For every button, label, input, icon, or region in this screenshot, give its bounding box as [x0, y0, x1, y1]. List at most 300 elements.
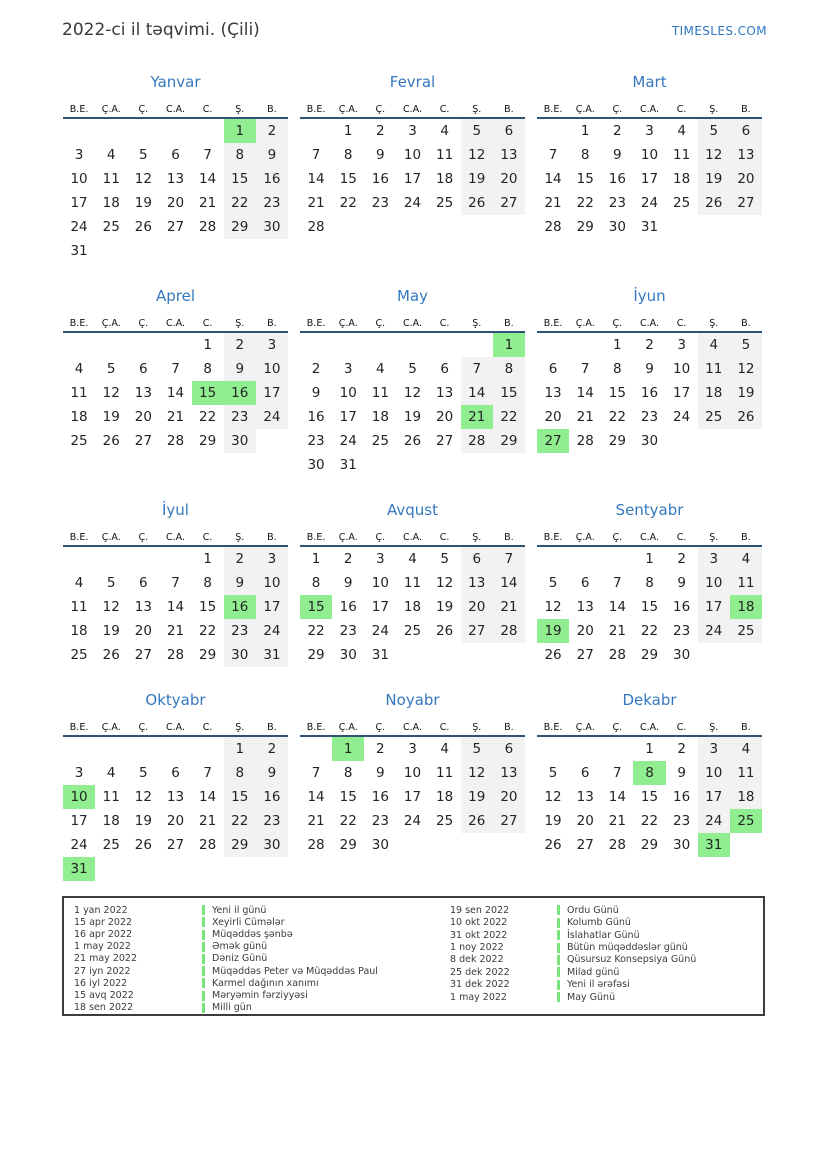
day-cell: 18: [403, 599, 422, 615]
day-cell: 5: [139, 147, 148, 163]
day-cell: 5: [548, 765, 558, 781]
holiday-row: [74, 977, 450, 989]
day-cell: 13: [730, 143, 762, 167]
holiday-marker: [202, 991, 205, 1001]
day-cell: 28: [608, 647, 626, 663]
weekday-label: B.E.: [69, 532, 89, 543]
day-cell: 22: [199, 623, 217, 639]
day-cell: 14: [493, 571, 525, 595]
holiday-marker: [557, 943, 560, 953]
weekday-label: Ç.A.: [338, 722, 358, 733]
holiday-legend-column-right: [450, 904, 763, 1014]
weekday-label: Ş.: [472, 722, 482, 733]
day-cell: 14: [608, 599, 626, 615]
empty-cell: [300, 333, 332, 357]
day-cell: 25: [371, 433, 389, 449]
day-cell: 11: [371, 385, 389, 401]
day-cell: 16: [371, 171, 389, 187]
day-cell: 25: [698, 405, 730, 429]
holiday-marker: [202, 978, 205, 988]
day-cell: 27: [493, 191, 525, 215]
empty-cell: [666, 215, 698, 239]
empty-cell: [396, 215, 428, 239]
day-cell: 12: [544, 789, 562, 805]
day-cell: 17: [403, 171, 422, 187]
day-cell: 9: [645, 361, 654, 377]
day-cell: 1: [343, 123, 353, 139]
empty-cell: [364, 215, 396, 239]
day-cell: 17: [256, 381, 288, 405]
month-days-grid: [300, 737, 525, 857]
empty-cell: [601, 737, 633, 761]
day-cell: 7: [171, 361, 180, 377]
day-cell: 31: [339, 457, 357, 473]
day-cell: 17: [673, 385, 691, 401]
day-cell: 11: [436, 765, 454, 781]
weekday-label: Ş.: [472, 104, 482, 115]
day-cell: 26: [134, 219, 152, 235]
holiday-name: Kolumb Günü: [567, 917, 631, 929]
months-grid: [63, 72, 762, 881]
day-cell: 17: [339, 409, 357, 425]
weekday-label: B.E.: [306, 318, 326, 329]
day-cell: 12: [461, 143, 493, 167]
day-cell: 20: [493, 167, 525, 191]
day-cell: 17: [371, 599, 389, 615]
month-title: May: [396, 287, 428, 305]
empty-cell: [256, 429, 288, 453]
weekday-label: B.: [741, 318, 751, 329]
weekday-label: B.: [741, 722, 751, 733]
day-cell: 3: [256, 333, 288, 357]
day-cell: 3: [74, 147, 84, 163]
empty-cell: [224, 239, 256, 263]
weekday-label: B.: [267, 318, 277, 329]
month-oktyabr: [63, 690, 288, 881]
weekday-label: B.E.: [69, 104, 89, 115]
weekday-label: Ç.: [138, 532, 149, 543]
day-cell: 7: [311, 765, 321, 781]
month-sentyabr: [537, 500, 762, 667]
day-cell: 20: [436, 409, 454, 425]
day-cell: 22: [307, 623, 325, 639]
day-cell: 28: [166, 433, 185, 449]
weekday-label: Ş.: [235, 104, 245, 115]
day-cell: 18: [730, 785, 762, 809]
day-cell: 29: [640, 647, 659, 663]
day-cell: 30: [371, 837, 389, 853]
day-cell: 12: [544, 599, 562, 615]
empty-cell: [192, 737, 224, 761]
day-cell: 4: [74, 361, 84, 377]
empty-cell: [127, 547, 159, 571]
day-cell: 13: [576, 789, 594, 805]
empty-cell: [159, 333, 191, 357]
day-cell: 21: [461, 405, 493, 429]
weekday-header-row: [537, 713, 762, 737]
empty-cell: [159, 857, 191, 881]
holiday-name: May Günü: [567, 991, 616, 1003]
day-cell: 27: [576, 837, 594, 853]
empty-cell: [429, 333, 461, 357]
empty-cell: [63, 119, 95, 143]
day-cell: 22: [640, 813, 659, 829]
empty-cell: [63, 333, 95, 357]
day-cell: 1: [332, 737, 364, 761]
day-cell: 12: [134, 171, 152, 187]
day-cell: 23: [673, 623, 691, 639]
day-cell: 19: [461, 785, 493, 809]
day-cell: 20: [576, 623, 594, 639]
weekday-header-row: [537, 309, 762, 333]
weekday-label: Ç.A.: [575, 104, 595, 115]
holiday-row: [74, 953, 450, 965]
day-cell: 14: [199, 171, 217, 187]
page-title: 2022-ci il təqvimi. (Çili): [62, 20, 260, 40]
day-cell: 20: [166, 195, 185, 211]
holiday-marker: [202, 1003, 205, 1013]
day-cell: 17: [403, 789, 422, 805]
day-cell: 14: [461, 381, 493, 405]
empty-cell: [127, 239, 159, 263]
day-cell: 13: [134, 599, 152, 615]
day-cell: 5: [461, 119, 493, 143]
empty-cell: [429, 453, 461, 477]
day-cell: 8: [633, 761, 665, 785]
empty-cell: [127, 119, 159, 143]
day-cell: 7: [311, 147, 321, 163]
day-cell: 29: [576, 219, 594, 235]
day-cell: 8: [224, 143, 256, 167]
weekday-label: Ç.: [612, 722, 623, 733]
holiday-name: İslahatlar Günü: [567, 929, 640, 941]
day-cell: 27: [730, 191, 762, 215]
empty-cell: [698, 643, 730, 667]
day-cell: 4: [730, 547, 762, 571]
day-cell: 18: [371, 409, 389, 425]
day-cell: 17: [70, 195, 88, 211]
day-cell: 28: [307, 837, 325, 853]
day-cell: 4: [730, 737, 762, 761]
day-cell: 22: [339, 195, 357, 211]
empty-cell: [493, 643, 525, 667]
day-cell: 15: [608, 385, 626, 401]
day-cell: 29: [224, 833, 256, 857]
month-title: Sentyabr: [615, 501, 684, 519]
empty-cell: [698, 215, 730, 239]
day-cell: 24: [698, 619, 730, 643]
day-cell: 15: [640, 789, 659, 805]
empty-cell: [127, 857, 159, 881]
day-cell: 21: [307, 813, 325, 829]
day-cell: 24: [673, 409, 691, 425]
day-cell: 30: [673, 837, 691, 853]
empty-cell: [730, 833, 762, 857]
holiday-date: 16 iyl 2022: [74, 977, 128, 989]
weekday-label: B.E.: [69, 722, 89, 733]
day-cell: 21: [199, 195, 217, 211]
empty-cell: [95, 547, 127, 571]
day-cell: 11: [698, 357, 730, 381]
day-cell: 24: [70, 837, 88, 853]
day-cell: 8: [613, 361, 622, 377]
month-days-grid: [537, 333, 762, 453]
holiday-row: [74, 990, 450, 1002]
day-cell: 11: [730, 761, 762, 785]
weekday-label: B.: [741, 104, 751, 115]
day-cell: 24: [70, 219, 88, 235]
empty-cell: [224, 857, 256, 881]
day-cell: 15: [339, 171, 357, 187]
empty-cell: [461, 333, 493, 357]
day-cell: 30: [224, 643, 256, 667]
day-cell: 6: [139, 575, 148, 591]
weekday-label: B.: [504, 722, 514, 733]
holiday-name: Ordu Günü: [567, 904, 619, 916]
weekday-label: C.: [202, 532, 213, 543]
day-cell: 7: [580, 361, 590, 377]
day-cell: 20: [493, 785, 525, 809]
empty-cell: [396, 333, 428, 357]
month-days-grid: [300, 119, 525, 239]
weekday-header-row: [63, 95, 288, 119]
weekday-label: C.: [202, 104, 213, 115]
day-cell: 12: [134, 789, 152, 805]
empty-cell: [192, 119, 224, 143]
day-cell: 5: [698, 119, 730, 143]
holiday-name: Məryəmin fərziyyəsi: [212, 990, 308, 1002]
day-cell: 20: [166, 813, 185, 829]
empty-cell: [127, 333, 159, 357]
month-days-grid: [63, 333, 288, 453]
day-cell: 31: [63, 857, 95, 881]
day-cell: 23: [307, 433, 325, 449]
day-cell: 15: [339, 789, 357, 805]
holiday-row: [74, 965, 450, 977]
day-cell: 4: [106, 765, 116, 781]
day-cell: 29: [307, 647, 325, 663]
day-cell: 13: [493, 761, 525, 785]
empty-cell: [256, 239, 288, 263]
day-cell: 6: [493, 119, 525, 143]
weekday-label: B.E.: [543, 722, 563, 733]
day-cell: 19: [436, 599, 454, 615]
day-cell: 14: [166, 599, 185, 615]
day-cell: 24: [403, 195, 422, 211]
weekday-label: Ç.A.: [338, 532, 358, 543]
holiday-date: 15 apr 2022: [74, 916, 133, 928]
month-title: Dekabr: [622, 691, 677, 709]
day-cell: 22: [576, 195, 594, 211]
day-cell: 25: [70, 647, 88, 663]
weekday-label: Ç.: [612, 532, 623, 543]
day-cell: 21: [544, 195, 562, 211]
day-cell: 28: [307, 219, 325, 235]
day-cell: 18: [102, 195, 120, 211]
holiday-date: 1 noy 2022: [450, 942, 504, 954]
holiday-row: [450, 916, 763, 928]
holiday-legend: [62, 896, 765, 1016]
day-cell: 26: [134, 837, 152, 853]
day-cell: 18: [70, 623, 88, 639]
day-cell: 8: [311, 575, 321, 591]
day-cell: 23: [256, 809, 288, 833]
weekday-label: Ç.A.: [338, 104, 358, 115]
empty-cell: [429, 643, 461, 667]
holiday-name: Milad günü: [567, 966, 620, 978]
day-cell: 15: [192, 381, 224, 405]
empty-cell: [63, 547, 95, 571]
holiday-name: Bütün müqəddəslər günü: [567, 942, 688, 954]
day-cell: 6: [440, 361, 449, 377]
day-cell: 18: [436, 171, 454, 187]
holiday-row: [450, 954, 763, 966]
day-cell: 3: [698, 547, 730, 571]
weekday-label: Ç.A.: [575, 722, 595, 733]
day-cell: 14: [576, 385, 594, 401]
day-cell: 13: [436, 385, 454, 401]
day-cell: 18: [70, 409, 88, 425]
day-cell: 28: [199, 219, 217, 235]
day-cell: 23: [224, 405, 256, 429]
day-cell: 9: [376, 147, 385, 163]
day-cell: 26: [461, 809, 493, 833]
weekday-header-row: [537, 95, 762, 119]
day-cell: 30: [256, 833, 288, 857]
holiday-row: [450, 929, 763, 941]
holiday-date: 8 dek 2022: [450, 954, 504, 966]
weekday-label: C.: [439, 318, 450, 329]
weekday-label: C.: [202, 722, 213, 733]
weekday-label: C.: [202, 318, 213, 329]
day-cell: 23: [371, 813, 389, 829]
day-cell: 16: [640, 385, 659, 401]
weekday-header-row: [300, 309, 525, 333]
weekday-label: Ş.: [235, 532, 245, 543]
holiday-date: 31 dek 2022: [450, 979, 510, 991]
day-cell: 16: [339, 599, 357, 615]
day-cell: 14: [544, 171, 562, 187]
holiday-legend-column-left: [74, 904, 450, 1014]
day-cell: 16: [224, 595, 256, 619]
day-cell: 24: [403, 813, 422, 829]
day-cell: 21: [199, 813, 217, 829]
day-cell: 4: [376, 361, 385, 377]
month-yanvar: [63, 72, 288, 263]
day-cell: 31: [256, 643, 288, 667]
day-cell: 6: [730, 119, 762, 143]
day-cell: 30: [673, 647, 691, 663]
day-cell: 14: [307, 789, 325, 805]
holiday-name: Dəniz Günü: [212, 953, 268, 965]
day-cell: 20: [544, 409, 562, 425]
day-cell: 6: [139, 361, 148, 377]
day-cell: 1: [311, 551, 321, 567]
weekday-label: C.A.: [165, 532, 185, 543]
empty-cell: [396, 643, 428, 667]
day-cell: 2: [311, 361, 321, 377]
day-cell: 9: [256, 761, 288, 785]
day-cell: 15: [640, 599, 659, 615]
weekday-label: C.A.: [402, 318, 422, 329]
holiday-date: 18 sen 2022: [74, 1002, 134, 1014]
day-cell: 26: [461, 191, 493, 215]
day-cell: 8: [203, 361, 212, 377]
weekday-label: Ş.: [709, 104, 719, 115]
day-cell: 6: [548, 361, 558, 377]
day-cell: 25: [436, 195, 454, 211]
day-cell: 8: [645, 575, 654, 591]
month-title: Avqust: [387, 501, 438, 519]
weekday-label: Ç.A.: [101, 532, 121, 543]
day-cell: 8: [203, 575, 212, 591]
holiday-name: Xeyirli Cümələr: [212, 916, 285, 928]
empty-cell: [461, 453, 493, 477]
day-cell: 29: [339, 837, 357, 853]
day-cell: 30: [608, 219, 626, 235]
weekday-label: C.A.: [165, 104, 185, 115]
day-cell: 27: [461, 619, 493, 643]
day-cell: 17: [256, 595, 288, 619]
day-cell: 14: [199, 789, 217, 805]
month-title: Yanvar: [150, 73, 201, 91]
empty-cell: [127, 737, 159, 761]
weekday-label: Ş.: [709, 318, 719, 329]
month-mart: [537, 72, 762, 239]
day-cell: 25: [70, 433, 88, 449]
day-cell: 27: [166, 219, 185, 235]
weekday-label: B.E.: [306, 532, 326, 543]
day-cell: 24: [256, 619, 288, 643]
day-cell: 2: [256, 119, 288, 143]
weekday-label: C.A.: [165, 318, 185, 329]
empty-cell: [569, 737, 601, 761]
brand-link[interactable]: TIMESLES.COM: [671, 24, 767, 38]
page-header: [62, 20, 767, 40]
day-cell: 7: [613, 575, 622, 591]
weekday-header-row: [300, 523, 525, 547]
day-cell: 9: [224, 571, 256, 595]
day-cell: 5: [461, 737, 493, 761]
day-cell: 31: [698, 833, 730, 857]
day-cell: 7: [613, 765, 622, 781]
empty-cell: [332, 215, 364, 239]
day-cell: 8: [580, 147, 590, 163]
weekday-label: Ş.: [235, 722, 245, 733]
day-cell: 1: [224, 119, 256, 143]
weekday-label: Ç.: [375, 532, 386, 543]
weekday-label: C.: [439, 722, 450, 733]
day-cell: 12: [461, 761, 493, 785]
holiday-date: 27 iyn 2022: [74, 965, 131, 977]
empty-cell: [256, 857, 288, 881]
day-cell: 23: [256, 191, 288, 215]
day-cell: 26: [698, 191, 730, 215]
day-cell: 21: [608, 623, 626, 639]
day-cell: 18: [673, 171, 691, 187]
day-cell: 19: [102, 409, 120, 425]
day-cell: 15: [300, 595, 332, 619]
day-cell: 13: [166, 789, 185, 805]
day-cell: 16: [371, 789, 389, 805]
empty-cell: [95, 857, 127, 881]
month-days-grid: [63, 547, 288, 667]
weekday-label: B.E.: [543, 104, 563, 115]
weekday-header-row: [63, 713, 288, 737]
day-cell: 22: [493, 405, 525, 429]
empty-cell: [493, 833, 525, 857]
weekday-label: Ş.: [235, 318, 245, 329]
